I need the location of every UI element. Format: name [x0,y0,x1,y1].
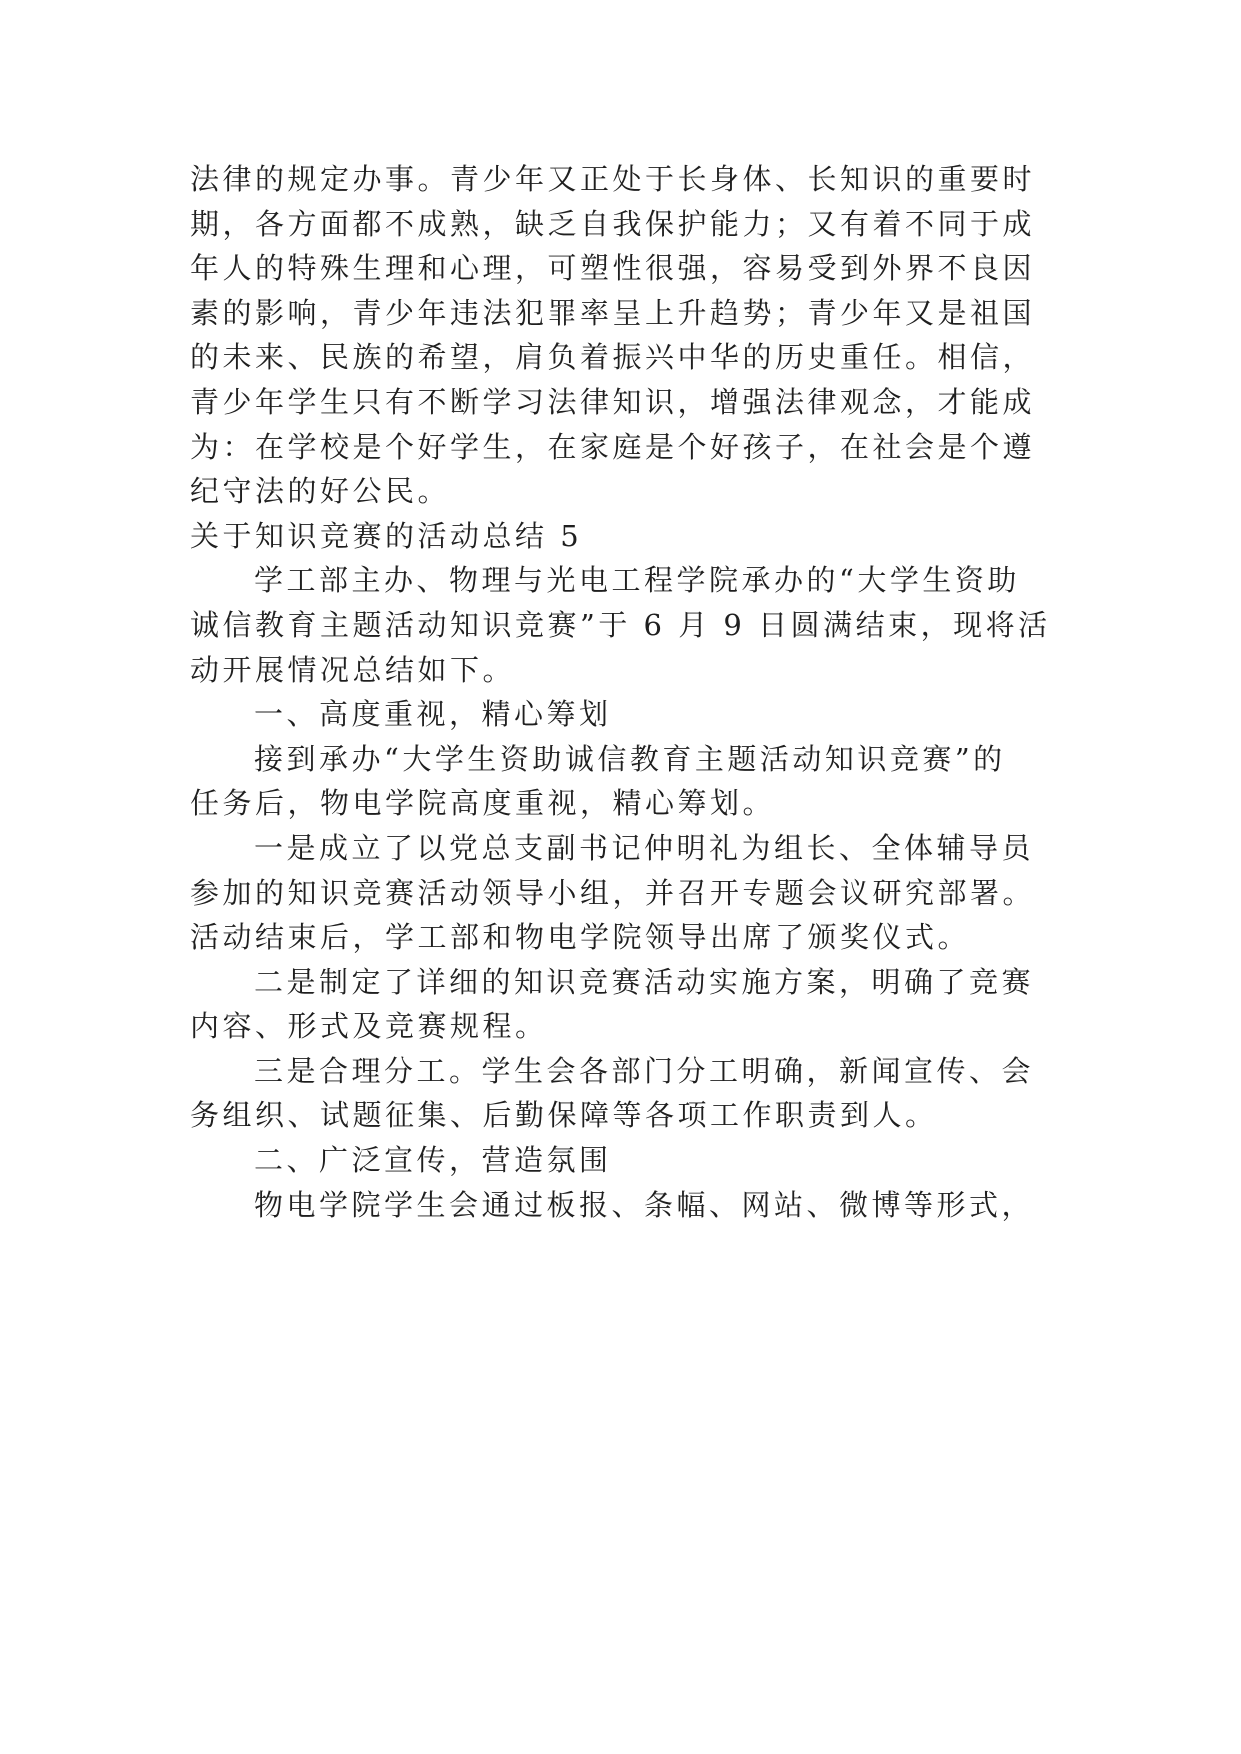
text-line: 素的影响，青少年违法犯罪率呈上升趋势；青少年又是祖国 [190,295,1036,330]
text-line: 物电学院学生会通过板报、条幅、网站、微博等形式， [254,1187,1035,1222]
section-heading: 关于知识竞赛的活动总结 5 [190,518,583,553]
text-line: 一是成立了以党总支副书记仲明礼为组长、全体辅导员 [254,830,1035,865]
text-line: 期，各方面都不成熟，缺乏自我保护能力；又有着不同于成 [190,206,1036,241]
text-line: 一、高度重视，精心筹划 [254,697,612,732]
text-line: 参加的知识竞赛活动领导小组，并召开专题会议研究部署。 [190,875,1036,910]
text-line: 二、广泛宣传，营造氛围 [254,1143,612,1178]
text-line: 三是合理分工。学生会各部门分工明确，新闻宣传、会 [254,1053,1035,1088]
text-line: 务组织、试题征集、后勤保障等各项工作职责到人。 [190,1098,938,1133]
text-line: 青少年学生只有不断学习法律知识，增强法律观念，才能成 [190,384,1036,419]
text-line: 的未来、民族的希望，肩负着振兴中华的历史重任。相信， [190,340,1036,375]
text-line: 为：在学校是个好学生，在家庭是个好孩子，在社会是个遵 [190,429,1036,464]
text-line: 学工部主办、物理与光电工程学院承办的“大学生资助 [254,563,1020,598]
text-line: 动开展情况总结如下。 [190,652,516,687]
text-line: 接到承办“大学生资助诚信教育主题活动知识竞赛”的 [254,741,1006,776]
text-line: 二是制定了详细的知识竞赛活动实施方案，明确了竞赛 [254,964,1035,999]
text-line: 内容、形式及竞赛规程。 [190,1009,548,1044]
text-line: 年人的特殊生理和心理，可塑性很强，容易受到外界不良因 [190,251,1036,286]
document-body [190,158,1070,1228]
text-line: 活动结束后，学工部和物电学院领导出席了颁奖仪式。 [190,920,971,955]
text-line: 任务后，物电学院高度重视，精心筹划。 [190,786,776,821]
text-line: 法律的规定办事。青少年又正处于长身体、长知识的重要时 [190,162,1036,196]
text-line: 诚信教育主题活动知识竞赛”于 6 月 9 日圆满结束，现将活 [190,607,1051,642]
text-line: 纪守法的好公民。 [190,474,451,509]
